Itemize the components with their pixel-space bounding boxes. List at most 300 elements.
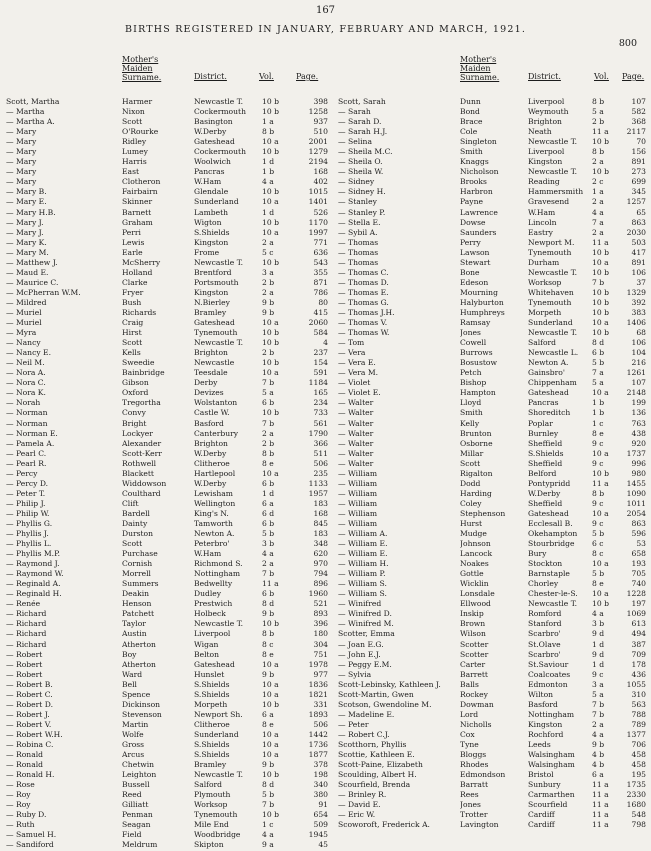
entry-page: 458 xyxy=(631,760,646,770)
entry-maiden: Leighton xyxy=(122,770,157,780)
entry-maiden: Convy xyxy=(122,408,146,418)
entry-vol: 8 b xyxy=(592,97,605,106)
entry-page: 706 xyxy=(631,740,646,749)
entry-vol: 5 b xyxy=(592,529,605,539)
header-page: Page. xyxy=(622,72,645,81)
entry-page: 937 xyxy=(313,117,328,127)
entry-district: Shoreditch xyxy=(528,408,571,418)
entry-name: Scott-Lebinsky, Kathleen J. xyxy=(338,679,441,689)
register-entry xyxy=(6,288,330,298)
entry-maiden: Barratt xyxy=(460,780,488,790)
entry-district: Wolstanton xyxy=(194,398,238,408)
entry-page: 183 xyxy=(313,529,328,539)
entry-name: — Richard xyxy=(6,609,47,619)
register-entry xyxy=(338,670,647,680)
entry-name: — Mary E. xyxy=(6,197,47,207)
register-entry xyxy=(338,629,647,639)
register-entry xyxy=(338,419,647,429)
entry-district: Reading xyxy=(528,177,560,187)
entry-maiden: Dodd xyxy=(460,478,481,488)
right-column-block xyxy=(338,55,647,830)
entry-name: — William xyxy=(338,468,378,478)
entry-district: Stockton xyxy=(528,559,563,569)
entry-maiden: Stewart xyxy=(460,257,491,267)
entry-vol: 10 b xyxy=(262,619,279,629)
entry-maiden: Balls xyxy=(460,679,479,689)
entry-name: — Philip W. xyxy=(6,508,50,518)
header-district: District. xyxy=(194,72,227,81)
entry-maiden: Jones xyxy=(460,328,481,338)
entry-maiden: Wolfe xyxy=(122,729,144,739)
entry-maiden: Scotter xyxy=(460,639,489,649)
entry-district: Scourfield xyxy=(528,800,568,810)
entry-page: 705 xyxy=(631,569,646,579)
entry-page: 392 xyxy=(631,297,646,307)
entry-district: Bury xyxy=(528,549,547,559)
register-entry xyxy=(6,157,330,167)
entry-vol: 10 a xyxy=(592,388,609,398)
entry-page: 510 xyxy=(313,127,328,137)
register-entry xyxy=(338,730,647,740)
entry-vol: 1 b xyxy=(592,408,605,418)
entry-vol: 10 a xyxy=(262,729,279,739)
left-column-block xyxy=(6,55,330,851)
entry-name: — Mary J. xyxy=(6,227,44,237)
register-entry xyxy=(338,408,647,418)
entry-vol: 3 b xyxy=(262,539,275,549)
entry-maiden: Scotter xyxy=(460,649,489,659)
entry-district: Newcastle T. xyxy=(528,167,578,177)
entry-name: — Reginald A. xyxy=(6,579,61,589)
entry-maiden: Trotter xyxy=(460,810,488,820)
register-entry xyxy=(338,97,647,107)
entry-page: 331 xyxy=(313,699,328,709)
entry-district: Newcastle T. xyxy=(528,267,578,277)
entry-name: — Ruth xyxy=(6,820,35,830)
entry-vol: 10 a xyxy=(592,589,609,599)
entry-vol: 1 b xyxy=(592,398,605,408)
entry-maiden: Kelly xyxy=(460,418,480,428)
entry-page: 658 xyxy=(631,549,646,559)
entry-vol: 5 a xyxy=(592,107,604,117)
register-entry xyxy=(6,348,330,358)
entry-district: Sunderland xyxy=(194,729,239,739)
entry-maiden: Atherton xyxy=(122,659,156,669)
entry-page: 168 xyxy=(313,508,328,518)
entry-maiden: Blackett xyxy=(122,468,154,478)
entry-name: — Mary J. xyxy=(6,217,44,227)
entry-vol: 10 b xyxy=(592,328,609,338)
entry-name: — William P. xyxy=(338,569,386,579)
entry-name: — Thomas G. xyxy=(338,297,389,307)
entry-page: 1257 xyxy=(626,197,646,207)
entry-name: — John E.J. xyxy=(338,649,381,659)
entry-district: Burnley xyxy=(528,428,559,438)
entry-vol: 7 b xyxy=(592,709,605,719)
register-entry xyxy=(338,569,647,579)
entry-district: Chippenham xyxy=(528,378,577,388)
entry-vol: 10 b xyxy=(262,187,279,197)
entry-vol: 10 b xyxy=(592,287,609,297)
entry-district: Brighton xyxy=(194,438,228,448)
entry-name: — Martha xyxy=(6,107,45,117)
register-entry xyxy=(6,137,330,147)
entry-page: 996 xyxy=(631,458,646,468)
entry-district: S.Shields xyxy=(194,689,230,699)
entry-page: 771 xyxy=(313,237,328,247)
entry-district: Woodbridge xyxy=(194,830,241,840)
entry-name: — Nancy xyxy=(6,338,41,348)
entry-name: — Phyllis M.P. xyxy=(6,549,61,559)
entry-district: Chester-le-S. xyxy=(528,589,578,599)
entry-name: Scotter, Emma xyxy=(338,629,395,639)
entry-vol: 8 b xyxy=(262,127,275,137)
register-entry xyxy=(338,599,647,609)
entry-page: 45 xyxy=(318,840,328,850)
entry-district: Liverpool xyxy=(528,147,565,157)
entry-vol: 1 a xyxy=(592,187,604,197)
entry-name: — William xyxy=(338,498,378,508)
entry-district: Clitheroe xyxy=(194,458,230,468)
register-entry xyxy=(6,519,330,529)
entry-district: Pontypridd xyxy=(528,478,571,488)
entry-district: Sheffield xyxy=(528,498,563,508)
entry-maiden: Bright xyxy=(122,418,147,428)
entry-vol: 2 b xyxy=(262,438,275,448)
entry-name: — Robert B. xyxy=(6,679,53,689)
register-entry xyxy=(6,640,330,650)
entry-vol: 2 b xyxy=(262,277,275,287)
register-entry xyxy=(6,177,330,187)
register-entry xyxy=(6,800,330,810)
register-entry xyxy=(338,720,647,730)
register-entry xyxy=(338,429,647,439)
entry-name: — Thomas xyxy=(338,247,379,257)
entry-district: Belford xyxy=(528,468,557,478)
register-entry xyxy=(338,650,647,660)
entry-name: — Norah xyxy=(6,398,41,408)
entry-district: Neath xyxy=(528,127,552,137)
entry-page: 168 xyxy=(313,167,328,177)
entry-maiden: Widdowson xyxy=(122,478,167,488)
entry-vol: 3 a xyxy=(592,679,604,689)
register-entry xyxy=(6,549,330,559)
entry-district: Scarbro' xyxy=(528,649,561,659)
entry-page: 2001 xyxy=(308,137,328,147)
entry-district: Teesdale xyxy=(194,368,228,378)
register-entry xyxy=(338,268,647,278)
entry-district: Sunbury xyxy=(528,780,561,790)
header-maiden-surname: Mother's Maiden Surname. xyxy=(122,55,162,82)
entry-maiden: Harbron xyxy=(460,187,493,197)
left-column-headers xyxy=(6,55,330,97)
entry-name: — Mary B. xyxy=(6,187,47,197)
entry-page: 920 xyxy=(631,438,646,448)
entry-page: 2194 xyxy=(308,157,328,167)
entry-page: 380 xyxy=(313,790,328,800)
entry-district: Newport M. xyxy=(528,237,575,247)
entry-district: Whitehaven xyxy=(528,287,574,297)
entry-name: — Rose xyxy=(6,780,35,790)
entry-name: — Robina C. xyxy=(6,740,54,749)
entry-maiden: Ramsay xyxy=(460,318,491,328)
register-entry xyxy=(338,700,647,710)
entry-name: — Walter xyxy=(338,448,374,458)
entry-maiden: Cole xyxy=(460,127,478,137)
entry-name: — Robert J. xyxy=(6,709,50,719)
entry-page: 1228 xyxy=(626,589,646,599)
entry-name: — Percy D. xyxy=(6,478,49,488)
entry-district: Tynemouth xyxy=(194,328,238,338)
entry-page: 863 xyxy=(631,518,646,528)
entry-vol: 7 b xyxy=(262,378,275,388)
register-entry xyxy=(6,820,330,830)
register-entry xyxy=(338,459,647,469)
entry-page: 1279 xyxy=(308,147,328,157)
entry-page: 340 xyxy=(313,780,328,790)
entry-vol: 9 c xyxy=(592,669,604,679)
entry-district: Walsingham xyxy=(528,750,575,760)
register-entry xyxy=(6,720,330,730)
register-entry xyxy=(338,780,647,790)
entry-vol: 6 a xyxy=(262,709,274,719)
entry-page: 368 xyxy=(631,117,646,127)
entry-name: — Percy xyxy=(6,468,38,478)
entry-vol: 9 b xyxy=(262,669,275,679)
entry-maiden: Singleton xyxy=(460,137,497,147)
entry-vol: 10 a xyxy=(592,559,609,569)
register-entry xyxy=(338,770,647,780)
entry-page: 548 xyxy=(631,810,646,820)
entry-page: 596 xyxy=(631,529,646,539)
entry-vol: 9 a xyxy=(262,840,274,850)
entry-maiden: Humphreys xyxy=(460,307,505,317)
entry-vol: 11 a xyxy=(592,780,609,790)
register-entry xyxy=(338,640,647,650)
entry-name: — Ronald xyxy=(6,750,44,760)
entry-name: — Walter xyxy=(338,408,374,418)
entry-name: — Thomas xyxy=(338,237,379,247)
register-entry xyxy=(6,398,330,408)
register-entry xyxy=(6,509,330,519)
entry-maiden: Bainbridge xyxy=(122,368,165,378)
entry-name: Scoulding, Albert H. xyxy=(338,770,417,780)
entry-name: — Neil M. xyxy=(6,358,45,368)
entry-vol: 5 a xyxy=(592,689,604,699)
register-entry xyxy=(338,820,647,830)
register-entry xyxy=(338,338,647,348)
entry-vol: 6 a xyxy=(592,770,604,780)
entry-page: 751 xyxy=(313,649,328,659)
entry-name: — Mary K. xyxy=(6,237,47,247)
entry-name: — Thomas xyxy=(338,257,379,267)
entry-vol: 8 b xyxy=(592,147,605,157)
register-entry xyxy=(6,840,330,850)
entry-maiden: Lancock xyxy=(460,549,493,559)
entry-district: Chorley xyxy=(528,579,559,589)
entry-vol: 2 a xyxy=(262,428,274,438)
entry-page: 503 xyxy=(631,237,646,247)
entry-page: 561 xyxy=(313,418,328,428)
entry-maiden: Hurst xyxy=(460,518,483,528)
entry-name: — Mary xyxy=(6,137,37,147)
entry-page: 234 xyxy=(313,398,328,408)
entry-district: Ecclesall B. xyxy=(528,518,573,528)
entry-vol: 7 b xyxy=(592,699,605,709)
entry-district: Gateshead xyxy=(194,137,235,147)
entry-vol: 1 d xyxy=(592,659,605,669)
entry-name: — Peter xyxy=(338,719,369,729)
register-entry xyxy=(338,750,647,760)
entry-maiden: Fairbairn xyxy=(122,187,158,197)
entry-page: 788 xyxy=(631,709,646,719)
register-entry xyxy=(338,358,647,368)
entry-vol: 5 b xyxy=(592,569,605,579)
entry-district: Newcastle T. xyxy=(194,338,244,348)
entry-name: — Mary xyxy=(6,157,37,167)
register-entry xyxy=(6,147,330,157)
entry-page: 2054 xyxy=(626,508,646,518)
entry-district: Walsingham xyxy=(528,760,575,770)
register-entry xyxy=(338,479,647,489)
entry-district: Poplar xyxy=(528,418,553,428)
entry-district: W.Derby xyxy=(194,448,227,458)
register-entry xyxy=(338,248,647,258)
entry-maiden: Lawrence xyxy=(460,207,498,217)
entry-page: 733 xyxy=(313,408,328,418)
entry-page: 402 xyxy=(313,177,328,187)
register-entry xyxy=(338,238,647,248)
entry-vol: 7 b xyxy=(592,277,605,287)
entry-name: — Sidney xyxy=(338,177,375,187)
entry-name: — Sylvia xyxy=(338,669,372,679)
entry-district: Edmonton xyxy=(528,679,568,689)
entry-maiden: Henson xyxy=(122,599,152,609)
entry-district: Clitheroe xyxy=(194,719,230,729)
entry-maiden: Millar xyxy=(460,448,484,458)
entry-maiden: Lonsdale xyxy=(460,589,495,599)
entry-maiden: Taylor xyxy=(122,619,146,629)
entry-vol: 6 b xyxy=(262,478,275,488)
entry-district: Glendale xyxy=(194,187,229,197)
register-entry xyxy=(6,117,330,127)
register-entry xyxy=(6,539,330,549)
entry-maiden: Dowman xyxy=(460,699,494,709)
entry-district: W.Derby xyxy=(194,127,227,137)
entry-page: 415 xyxy=(313,307,328,317)
entry-maiden: Dainty xyxy=(122,518,148,528)
entry-maiden: Craig xyxy=(122,318,144,328)
register-entry xyxy=(6,760,330,770)
entry-page: 273 xyxy=(631,167,646,177)
entry-page: 378 xyxy=(313,760,328,770)
entry-name: — Walter xyxy=(338,418,374,428)
entry-district: Eastry xyxy=(528,227,553,237)
entry-vol: 10 b xyxy=(262,810,279,820)
entry-page: 1836 xyxy=(308,679,328,689)
register-entry xyxy=(338,680,647,690)
entry-page: 2117 xyxy=(626,127,646,137)
entry-page: 563 xyxy=(631,699,646,709)
entry-vol: 9 b xyxy=(262,307,275,317)
entry-page: 511 xyxy=(313,448,328,458)
entry-district: Newton A. xyxy=(194,529,235,539)
entry-page: 1736 xyxy=(308,740,328,749)
entry-district: Romford xyxy=(528,609,562,619)
entry-district: Scarbro' xyxy=(528,629,561,639)
entry-page: 893 xyxy=(313,609,328,619)
entry-vol: 9 c xyxy=(592,518,604,528)
entry-maiden: Bardell xyxy=(122,508,150,518)
register-entry xyxy=(338,398,647,408)
entry-page: 763 xyxy=(631,418,646,428)
entry-name: — Robert C.J. xyxy=(338,729,390,739)
entry-page: 91 xyxy=(318,800,328,810)
entry-page: 366 xyxy=(313,438,328,448)
entry-vol: 2 b xyxy=(592,117,605,127)
register-entry xyxy=(6,338,330,348)
entry-vol: 5 a xyxy=(592,378,604,388)
entry-page: 310 xyxy=(631,689,646,699)
entry-district: Stourbridge xyxy=(528,539,575,549)
entry-page: 180 xyxy=(313,629,328,639)
entry-district: St.Olave xyxy=(528,639,561,649)
header-vol: Vol. xyxy=(259,72,274,81)
entry-page: 1960 xyxy=(308,589,328,599)
entry-maiden: Reed xyxy=(122,790,142,800)
entry-maiden: Saunders xyxy=(460,227,497,237)
register-entry xyxy=(6,298,330,308)
entry-vol: 1 d xyxy=(262,488,275,498)
entry-district: Pancras xyxy=(528,398,559,408)
entry-vol: 10 a xyxy=(262,197,279,207)
entry-district: Coalcoates xyxy=(528,669,571,679)
entry-page: 1329 xyxy=(626,287,646,297)
entry-maiden: Perri xyxy=(122,227,141,237)
entry-page: 154 xyxy=(313,358,328,368)
entry-vol: 9 b xyxy=(262,609,275,619)
entry-maiden: Nicholson xyxy=(460,167,499,177)
register-entry xyxy=(338,117,647,127)
entry-maiden: Mudge xyxy=(460,529,487,539)
entry-vol: 10 a xyxy=(262,679,279,689)
entry-vol: 5 c xyxy=(262,247,274,257)
entry-district: Liverpool xyxy=(528,97,565,106)
register-entry xyxy=(6,107,330,117)
register-entry xyxy=(6,700,330,710)
entry-name: — William xyxy=(338,488,378,498)
entry-page: 345 xyxy=(631,187,646,197)
entry-maiden: Oxford xyxy=(122,388,149,398)
register-entry xyxy=(338,378,647,388)
entry-name: — Nancy E. xyxy=(6,348,51,358)
entry-name: — Mary xyxy=(6,167,37,177)
entry-vol: 10 b xyxy=(592,267,609,277)
entry-district: Morpeth xyxy=(194,699,228,709)
entry-maiden: Lawson xyxy=(460,247,490,257)
entry-vol: 7 b xyxy=(262,569,275,579)
entry-name: — Muriel xyxy=(6,307,42,317)
entry-page: 620 xyxy=(313,549,328,559)
entry-name: — Mary H.B. xyxy=(6,207,56,217)
entry-district: Newcastle T. xyxy=(528,137,578,147)
entry-vol: 11 a xyxy=(592,800,609,810)
entry-district: Woolwich xyxy=(194,157,231,167)
entry-district: Salford xyxy=(194,780,223,790)
entry-maiden: Brooks xyxy=(460,177,487,187)
register-entry xyxy=(338,348,647,358)
entry-vol: 10 a xyxy=(262,227,279,237)
